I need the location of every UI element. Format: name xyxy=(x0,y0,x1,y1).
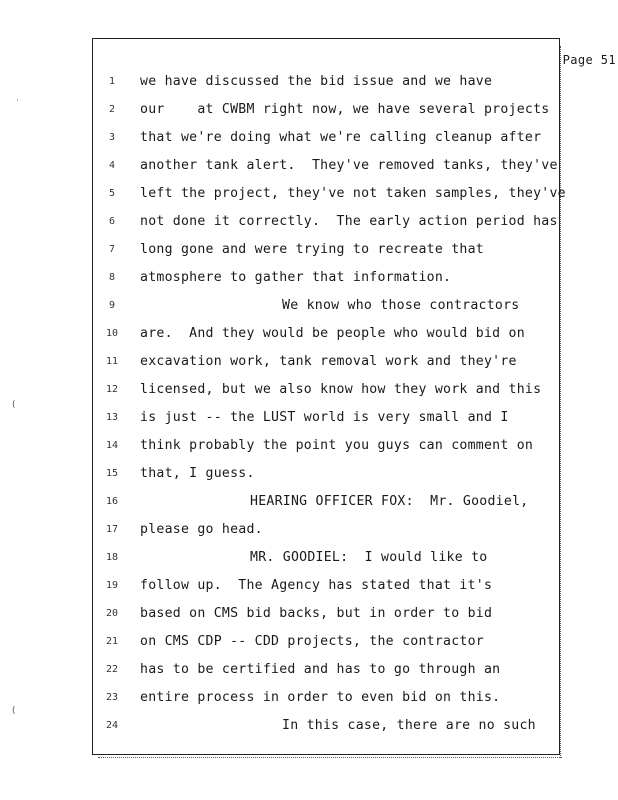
transcript-line xyxy=(0,212,618,232)
line-text: another tank alert. They've removed tanks, they've xyxy=(140,158,558,173)
transcript-line xyxy=(0,408,618,428)
speaker-line-text: MR. GOODIEL: I would like to xyxy=(250,550,488,565)
line-number: 14 xyxy=(105,440,119,451)
line-number: 13 xyxy=(105,412,119,423)
scan-mark: · xyxy=(16,96,19,106)
transcript-line xyxy=(0,296,618,316)
transcript-line xyxy=(0,380,618,400)
line-text: atmosphere to gather that information. xyxy=(140,270,452,285)
line-number: 10 xyxy=(105,328,119,339)
line-number: 15 xyxy=(105,468,119,479)
line-number: 20 xyxy=(105,608,119,619)
line-number: 18 xyxy=(105,552,119,563)
line-number: 24 xyxy=(105,720,119,731)
transcript-line xyxy=(0,184,618,204)
scan-mark: ( xyxy=(12,706,16,716)
line-number: 19 xyxy=(105,580,119,591)
line-text: please go head. xyxy=(140,522,263,537)
line-number: 3 xyxy=(108,132,116,143)
line-text: left the project, they've not taken samples, they've xyxy=(140,186,566,201)
line-text: that we're doing what we're calling cleanup after xyxy=(140,130,542,145)
transcript-line xyxy=(0,716,618,736)
line-text: follow up. The Agency has stated that it's xyxy=(140,578,493,593)
line-text: are. And they would be people who would bid on xyxy=(140,326,525,341)
transcript-line xyxy=(0,128,618,148)
transcript-line xyxy=(0,632,618,652)
line-text: licensed, but we also know how they work and this xyxy=(140,382,542,397)
transcript-line xyxy=(0,100,618,120)
line-text: is just -- the LUST world is very small and I xyxy=(140,410,509,425)
line-text: has to be certified and has to go through an xyxy=(140,662,501,677)
transcript-line xyxy=(0,268,618,288)
transcript-line xyxy=(0,576,618,596)
line-text: We know who those contractors xyxy=(282,298,520,313)
line-number: 9 xyxy=(108,300,116,311)
transcript-line xyxy=(0,72,618,92)
line-text: not done it correctly. The early action period has xyxy=(140,214,558,229)
transcript-line xyxy=(0,156,618,176)
transcript-line xyxy=(0,352,618,372)
line-number: 16 xyxy=(105,496,119,507)
line-text: our at CWBM right now, we have several projects xyxy=(140,102,550,117)
line-text: we have discussed the bid issue and we have xyxy=(140,74,493,89)
transcript-line xyxy=(0,436,618,456)
line-number: 21 xyxy=(105,636,119,647)
line-number: 17 xyxy=(105,524,119,535)
line-number: 23 xyxy=(105,692,119,703)
line-text: long gone and were trying to recreate that xyxy=(140,242,484,257)
transcript-line xyxy=(0,324,618,344)
line-text: based on CMS bid backs, but in order to bid xyxy=(140,606,493,621)
line-text: think probably the point you guys can comment on xyxy=(140,438,534,453)
transcript-line xyxy=(0,660,618,680)
page-number: Page 51 xyxy=(562,53,616,67)
line-number: 4 xyxy=(108,160,116,171)
line-number: 8 xyxy=(108,272,116,283)
line-number: 12 xyxy=(105,384,119,395)
line-text: excavation work, tank removal work and they're xyxy=(140,354,517,369)
transcript-line xyxy=(0,464,618,484)
line-number: 22 xyxy=(105,664,119,675)
transcript-line xyxy=(0,240,618,260)
speaker-line-text: HEARING OFFICER FOX: Mr. Goodiel, xyxy=(250,494,529,509)
transcript-line xyxy=(0,548,618,568)
line-number: 1 xyxy=(108,76,116,87)
transcript-line xyxy=(0,520,618,540)
transcript-line xyxy=(0,604,618,624)
line-text: on CMS CDP -- CDD projects, the contractor xyxy=(140,634,484,649)
line-number: 6 xyxy=(108,216,116,227)
line-number: 11 xyxy=(105,356,119,367)
transcript-line xyxy=(0,492,618,512)
scan-mark: ( xyxy=(12,400,16,410)
transcript-line xyxy=(0,688,618,708)
line-number: 2 xyxy=(108,104,116,115)
line-text: entire process in order to even bid on this. xyxy=(140,690,501,705)
line-number: 5 xyxy=(108,188,116,199)
line-number: 7 xyxy=(108,244,116,255)
line-text: that, I guess. xyxy=(140,466,255,481)
line-text: In this case, there are no such xyxy=(282,718,536,733)
